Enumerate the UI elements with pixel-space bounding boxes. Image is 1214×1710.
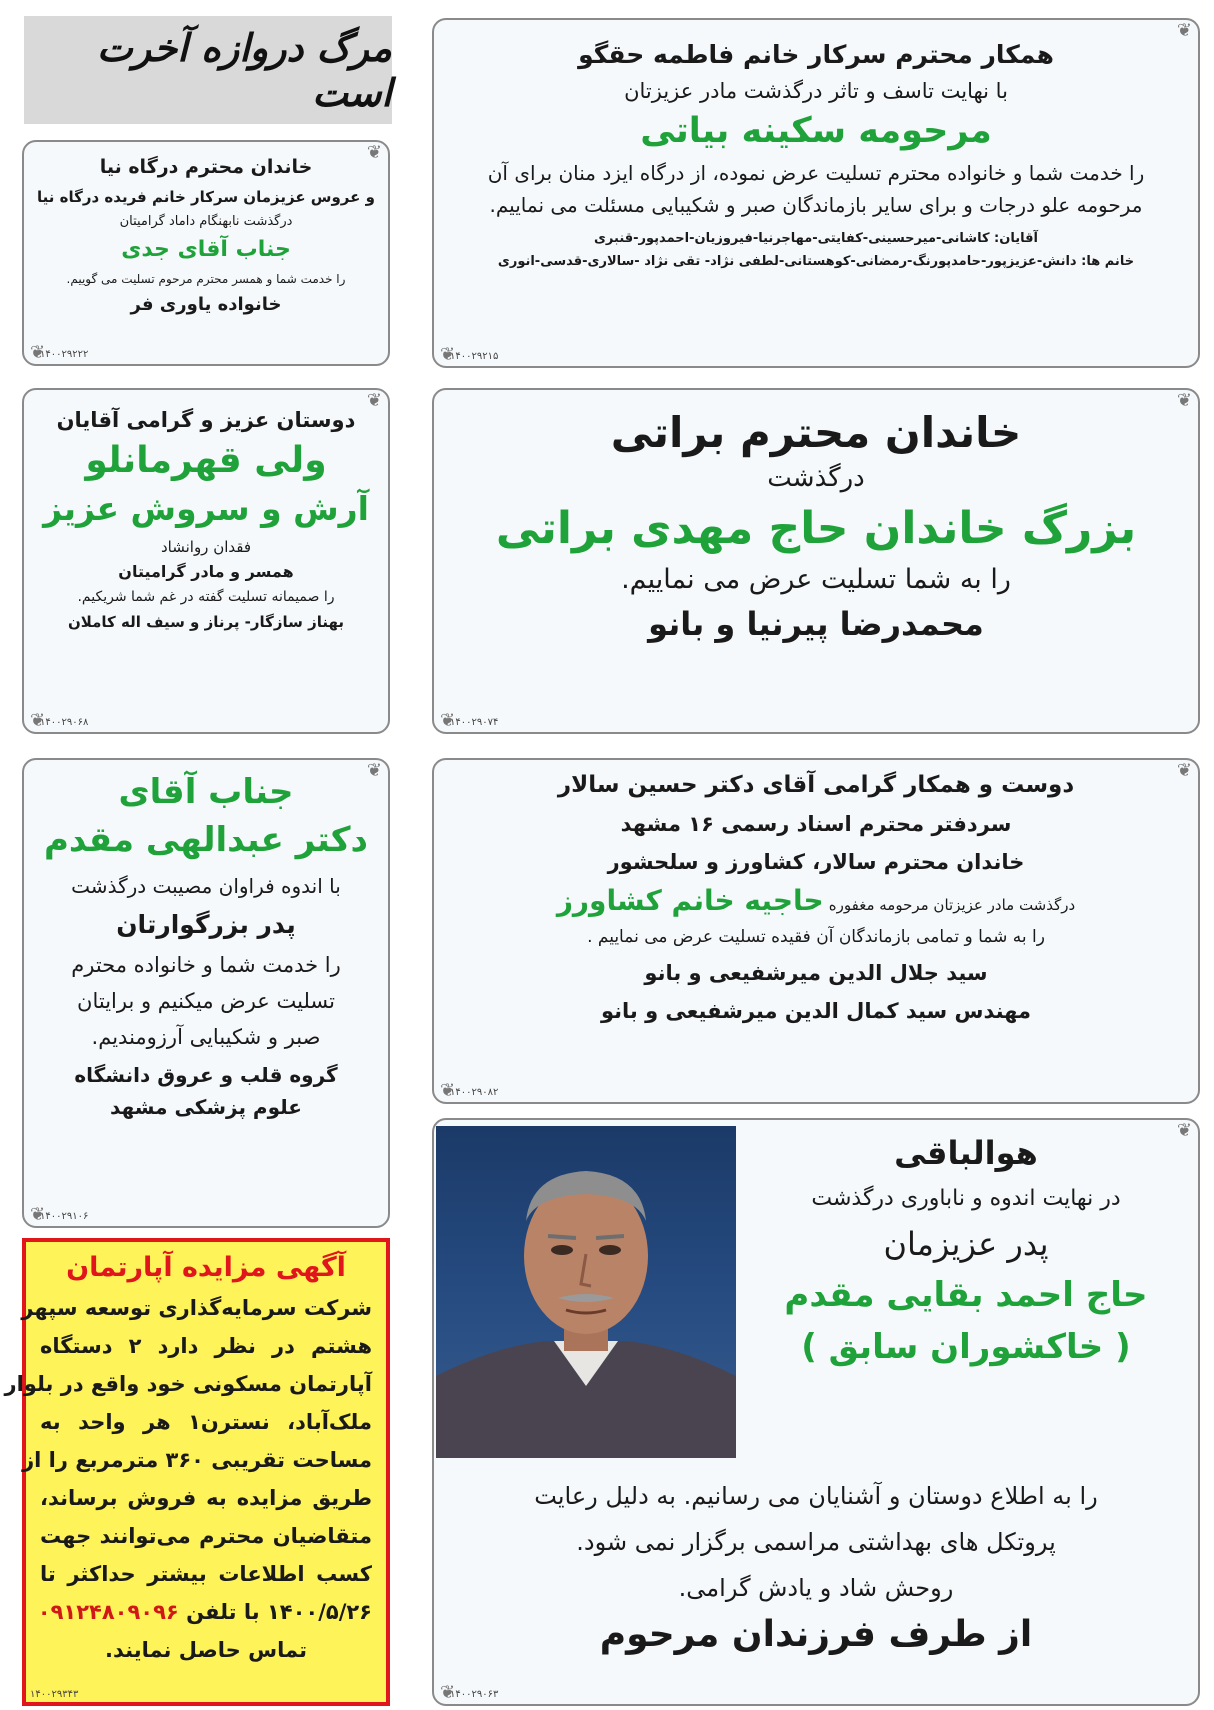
notice-text: در نهایت اندوه و ناباوری درگذشت xyxy=(811,1186,1121,1211)
notice-dargahnia xyxy=(22,140,390,366)
ornament-icon: ❦ xyxy=(1176,20,1192,41)
ad-phone: ۰۹۱۲۴۸۰۹۰۹۶ xyxy=(37,1600,179,1624)
ad-line: مساحت تقریبی ۳۶۰ مترمربع را از xyxy=(22,1448,372,1472)
ad-line: ملک‌آباد، نسترن۱ هر واحد به xyxy=(40,1410,372,1434)
ornament-icon: ❦ xyxy=(366,390,382,411)
notice-text: پدر عزیزمان xyxy=(883,1225,1049,1263)
ornament-icon: ❦ xyxy=(1176,760,1192,781)
ad-line: شرکت سرمایه‌گذاری توسعه سپهر xyxy=(21,1296,372,1320)
ad-line: متقاضیان محترم می‌توانند جهت xyxy=(40,1524,372,1548)
notice-text: تسلیت عرض میکنیم و برایتان xyxy=(77,989,335,1013)
notice-heading: خاندان محترم درگاه نیا xyxy=(99,156,313,178)
notice-text: درگذشت مادر عزیزتان مرحومه مغفوره xyxy=(828,896,1076,914)
notice-code: ۱۴۰۰۲۹۰۷۴ xyxy=(450,717,499,728)
notice-heading: دوست و همکار گرامی آقای دکتر حسین سالار xyxy=(557,772,1075,798)
notice-code: ۱۴۰۰۲۹۳۴۳ xyxy=(30,1689,79,1700)
notice-text: روحش شاد و یادش گرامی. xyxy=(678,1574,954,1602)
notice-text: صبر و شکیبایی آرزومندیم. xyxy=(91,1025,321,1049)
deceased-photo xyxy=(436,1126,736,1458)
ornament-icon: ❦ xyxy=(1176,390,1192,411)
deceased-line xyxy=(434,884,1198,917)
ornament-icon: ❦ xyxy=(440,1080,456,1101)
notice-text: پدر بزرگوارتان xyxy=(116,910,296,939)
recipient-name: آرش و سروش عزیز xyxy=(43,489,369,528)
ornament-icon: ❦ xyxy=(366,760,382,781)
ornament-icon: ❦ xyxy=(366,142,382,163)
ad-line: هشتم در نظر دارد ۲ دستگاه xyxy=(40,1334,373,1358)
notice-signature: سید جلال الدین میرشفیعی و بانو xyxy=(644,961,988,985)
notice-text: را خدمت شما و همسر محترم مرحوم تسلیت می گوییم. xyxy=(66,272,346,286)
deceased-name: حاجیه خانم کشاورز xyxy=(556,884,824,917)
notice-code: ۱۴۰۰۲۹۰۸۲ xyxy=(450,1087,499,1098)
ad-line: طریق مزایده به فروش برساند، xyxy=(40,1486,372,1510)
notice-text: پروتکل های بهداشتی مراسمی برگزار نمی شود. xyxy=(576,1528,1056,1556)
ornament-icon: ❦ xyxy=(30,342,46,363)
notice-signature: از طرف فرزندان مرحوم xyxy=(599,1614,1033,1655)
signatories-women: خانم ها: دانش-عزیزپور-حامدپورنگ-رمضانی-کوهستانی-لطفی نژاد- تقی نژاد -سالاری-قدسی-انوری xyxy=(497,254,1135,269)
notice-code: ۱۴۰۰۲۹۲۲۲ xyxy=(40,349,89,360)
notice-text: همسر و مادر گرامیتان xyxy=(118,562,294,581)
notice-signature: علوم پزشکی مشهد xyxy=(110,1095,302,1119)
deceased-name: جناب آقای جدی xyxy=(121,237,291,262)
auction-ad xyxy=(4,1238,390,1706)
banner-text: مرگ دروازه آخرت است xyxy=(96,25,392,115)
notice-code: ۱۴۰۰۲۹۰۶۳ xyxy=(450,1689,499,1700)
ad-line xyxy=(37,1593,372,1631)
ad-line: تماس حاصل نمایند. xyxy=(105,1638,307,1662)
notice-signature: خانواده یاوری فر xyxy=(130,294,282,315)
ornament-icon: ❦ xyxy=(440,344,456,365)
notice-signature: مهندس سید کمال الدین میرشفیعی و بانو xyxy=(600,999,1032,1023)
notice-text: و عروس عزیزمان سرکار خانم فریده درگاه نیا xyxy=(37,188,375,206)
notice-code: ۱۴۰۰۲۹۲۱۵ xyxy=(450,351,499,362)
notice-text: را صمیمانه تسلیت گفته در غم شما شریکیم. xyxy=(77,589,335,605)
notice-heading: هوالباقی xyxy=(894,1134,1038,1172)
ornament-icon: ❦ xyxy=(30,710,46,731)
recipient-name: ولی قهرمانلو xyxy=(85,440,327,481)
notice-haghgoo xyxy=(432,18,1200,368)
deceased-alias: ( خاکشوران سابق ) xyxy=(801,1327,1131,1367)
deceased-name: مرحومه سکینه بیاتی xyxy=(640,111,992,151)
notice-text: را به شما و تمامی بازماندگان آن فقیده تسلیت عرض می نماییم . xyxy=(587,927,1045,947)
notice-heading: همکار محترم سرکار خانم فاطمه حقگو xyxy=(578,40,1054,69)
notice-text: درگذشت xyxy=(767,463,865,493)
notice-abdollahi xyxy=(22,758,390,1228)
notice-ghahremanlou xyxy=(22,388,390,734)
notice-text: را خدمت شما و خانواده محترم xyxy=(71,953,341,977)
notice-barati xyxy=(432,388,1200,734)
notice-text: با اندوه فراوان مصیبت درگذشت xyxy=(71,874,341,898)
notice-signature: بهناز سازگار- پرناز و سیف اله کاملان xyxy=(67,613,345,631)
signatories-men: آقایان: کاشانی-میرحسینی-کفایتی-مهاجرنیا-فیروزیان-احمدپور-قنبری xyxy=(594,231,1038,246)
notice-text: را خدمت شما و خانواده محترم تسلیت عرض نموده، از درگاه ایزد منان برای آن xyxy=(487,161,1145,185)
notice-signature: گروه قلب و عروق دانشگاه xyxy=(74,1063,338,1087)
notice-heading: خاندان محترم براتی xyxy=(610,408,1022,457)
notice-text: مرحومه علو درجات و برای سایر بازماندگان صبر و شکیبایی مسئلت می نماییم. xyxy=(489,193,1143,217)
notice-text: را به شما تسلیت عرض می نماییم. xyxy=(621,564,1011,595)
deceased-name: بزرگ خاندان حاج مهدی براتی xyxy=(495,503,1137,554)
notice-text: را به اطلاع دوستان و آشنایان می رسانیم. به دلیل رعایت xyxy=(534,1482,1098,1510)
notice-text: فقدان روانشاد xyxy=(160,538,252,556)
ad-line: کسب اطلاعات بیشتر حداکثر تا xyxy=(40,1562,372,1586)
ad-date: ۱۴۰۰/۵/۲۶ با تلفن xyxy=(186,1600,372,1624)
notice-text: با نهایت تاسف و تاثر درگذشت مادر عزیزتان xyxy=(624,79,1008,103)
recipient-name: دکتر عبدالهی مقدم xyxy=(43,820,368,860)
ad-line: آپارتمان مسکونی خود واقع در بلوار xyxy=(4,1372,372,1396)
ornament-icon: ❦ xyxy=(1176,1120,1192,1141)
notice-signature: محمدرضا پیرنیا و بانو xyxy=(648,605,984,643)
notice-code: ۱۴۰۰۲۹۱۰۶ xyxy=(40,1211,89,1222)
notice-salar xyxy=(432,758,1200,1104)
notice-heading: دوستان عزیز و گرامی آقایان xyxy=(56,408,356,432)
page-banner xyxy=(24,16,392,124)
recipient-title: جناب آقای xyxy=(118,772,294,812)
notice-text: سردفتر محترم اسناد رسمی ۱۶ مشهد xyxy=(620,812,1012,836)
notice-code: ۱۴۰۰۲۹۰۶۸ xyxy=(40,717,89,728)
ornament-icon: ❦ xyxy=(440,1682,456,1703)
ad-title: آگهی مزایده آپارتمان xyxy=(66,1252,346,1283)
portrait-illustration xyxy=(436,1126,736,1458)
ornament-icon: ❦ xyxy=(440,710,456,731)
deceased-name: حاج احمد بقایی مقدم xyxy=(784,1275,1148,1315)
notice-text: خاندان محترم سالار، کشاورز و سلحشور xyxy=(607,850,1025,874)
ornament-icon: ❦ xyxy=(30,1204,46,1225)
notice-text: درگذشت نابهنگام داماد گرامیتان xyxy=(119,214,293,229)
